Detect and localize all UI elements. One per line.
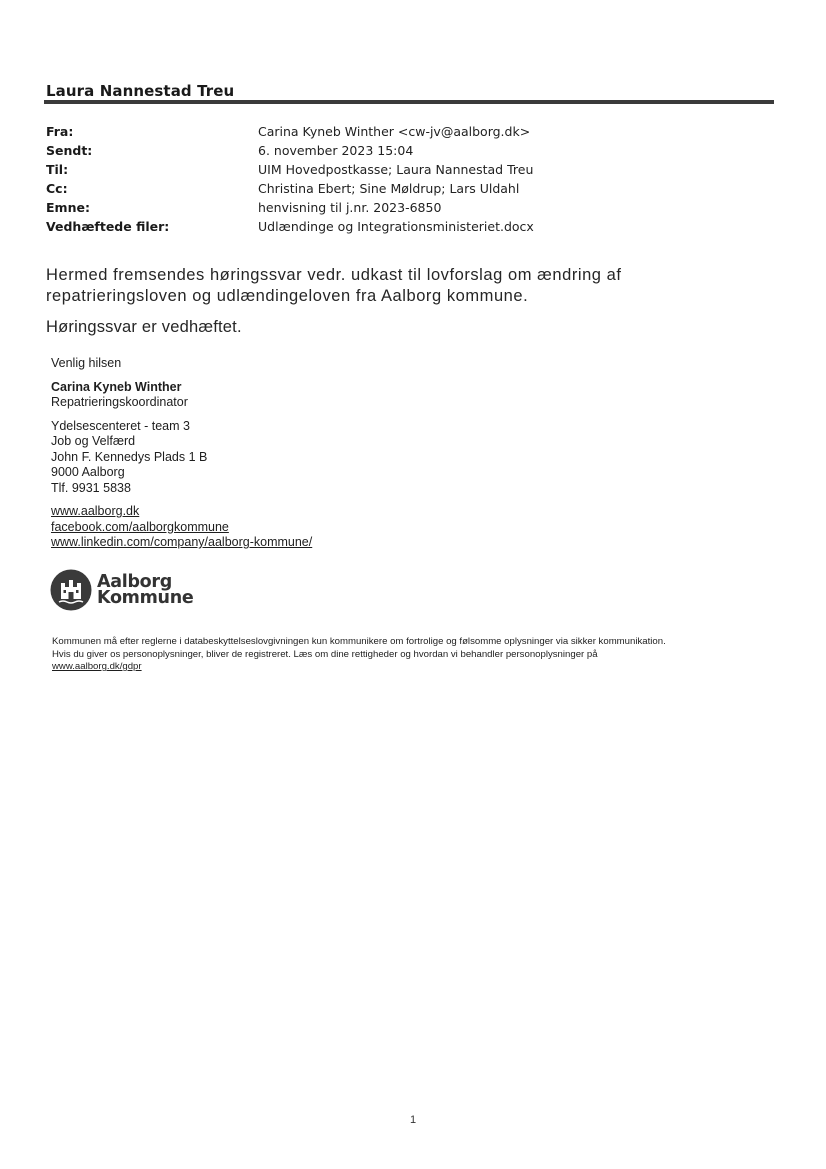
gdpr-link[interactable]: www.aalborg.dk/gdpr	[52, 661, 142, 672]
meta-label: Emne:	[46, 200, 90, 215]
privacy-notice	[52, 636, 792, 674]
meta-row-from	[46, 122, 766, 141]
meta-row-sent	[46, 141, 766, 160]
meta-label: Cc:	[46, 181, 68, 196]
privacy-notice-line: Hvis du giver os personoplysninger, bliver de registreret. Læs om dine rettigheder og hvordan vi behandler personoplysninger på	[52, 648, 598, 660]
signature-address	[51, 419, 551, 497]
meta-value-attachment: Udlændinge og Integrationsministeriet.docx	[258, 219, 534, 234]
meta-value-cc: Christina Ebert; Sine Møldrup; Lars Uldahl	[258, 181, 520, 196]
signature-name: Carina Kyneb Winther	[51, 379, 182, 394]
signature-greeting: Venlig hilsen	[51, 356, 122, 370]
meta-value-to: UIM Hovedpostkasse; Laura Nannestad Treu	[258, 162, 534, 177]
facebook-link[interactable]: facebook.com/aalborgkommune	[51, 519, 229, 534]
meta-row-attachments	[46, 217, 766, 236]
email-signature	[51, 356, 551, 551]
meta-value-sent: 6. november 2023 15:04	[258, 143, 414, 158]
address-line: 9000 Aalborg	[51, 465, 125, 479]
sender-name-heading: Laura Nannestad Treu	[46, 82, 235, 100]
body-paragraph-attachment-note: Høringssvar er vedhæftet.	[46, 318, 242, 336]
meta-label: Vedhæftede filer:	[46, 219, 170, 234]
signature-identity	[51, 380, 551, 411]
body-line: repatrieringsloven og udlændingeloven fra Aalborg kommune.	[46, 287, 529, 305]
address-line: John F. Kennedys Plads 1 B	[51, 449, 208, 464]
email-metadata	[46, 122, 766, 236]
email-body	[46, 265, 746, 338]
aalborg-coat-of-arms-icon	[50, 569, 92, 611]
logo-wordmark	[97, 571, 194, 608]
privacy-notice-line: Kommunen må efter reglerne i databeskyttelseslovgivningen kun kommunikere om fortrolige og følsomme oplysninger via sikker kommunikation.	[52, 636, 666, 647]
meta-label: Sendt:	[46, 143, 93, 158]
meta-value-subject: henvisning til j.nr. 2023-6850	[258, 200, 442, 215]
signature-links	[51, 504, 551, 551]
signature-title: Repatrieringskoordinator	[51, 395, 188, 409]
address-line: Job og Velfærd	[51, 434, 136, 448]
address-line: Ydelsescenteret - team 3	[51, 418, 190, 433]
body-line: Hermed fremsendes høringssvar vedr. udkast til lovforslag om ændring af	[46, 266, 622, 284]
website-link[interactable]: www.aalborg.dk	[51, 504, 140, 518]
phone-line: Tlf. 9931 5838	[51, 480, 131, 495]
meta-label: Til:	[46, 162, 69, 177]
meta-row-to	[46, 160, 766, 179]
meta-row-cc	[46, 179, 766, 198]
body-paragraph	[46, 265, 746, 307]
logo-line: Kommune	[97, 588, 194, 608]
meta-row-subject	[46, 198, 766, 217]
logo-line: Aalborg	[97, 571, 172, 592]
linkedin-link[interactable]: www.linkedin.com/company/aalborg-kommune/	[51, 535, 313, 549]
page-number: 1	[410, 1114, 417, 1126]
meta-label: Fra:	[46, 124, 74, 139]
aalborg-kommune-logo	[50, 569, 193, 611]
meta-value-from: Carina Kyneb Winther <cw-jv@aalborg.dk>	[258, 124, 531, 139]
header-divider	[44, 100, 774, 104]
